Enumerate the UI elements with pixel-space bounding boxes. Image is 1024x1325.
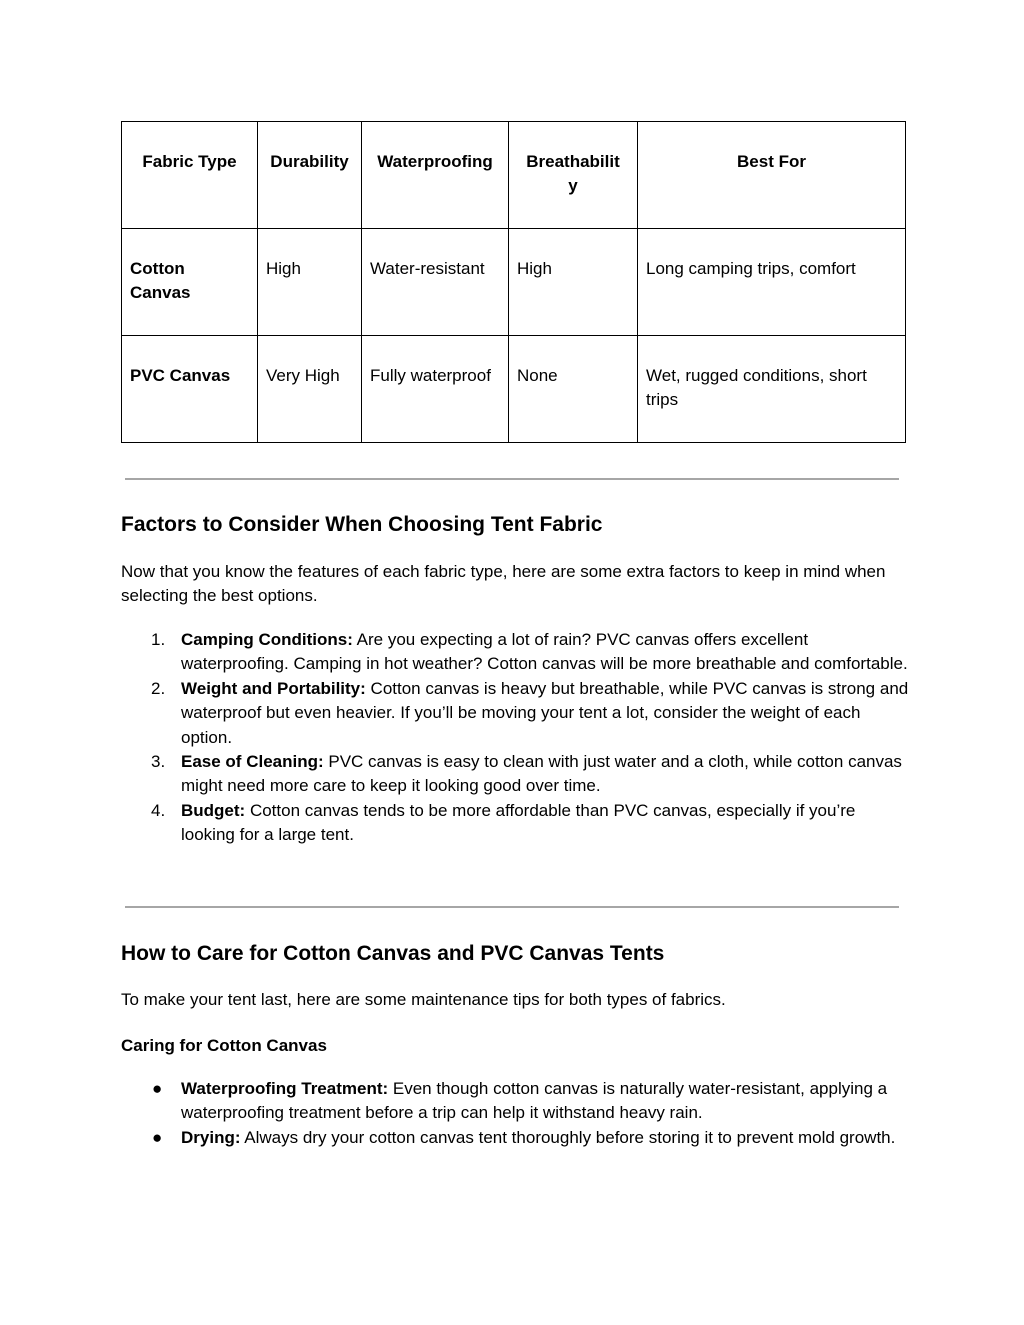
list-item bbox=[121, 1126, 911, 1150]
bullet-icon: ● bbox=[152, 1127, 163, 1147]
fabric-comparison-table bbox=[121, 121, 906, 443]
item-text: Cotton canvas is heavy but breathable, while PVC canvas is strong and waterproof but even heavier. If you’ll be moving your tent a lot, consider the weight of each option. bbox=[181, 678, 909, 747]
section-divider bbox=[125, 478, 899, 480]
cell-best-for: Wet, rugged conditions, short trips bbox=[638, 336, 906, 443]
cell-breathability: High bbox=[509, 229, 638, 336]
header-breathability: Breathabilit y bbox=[509, 122, 638, 229]
header-waterproofing: Waterproofing bbox=[362, 122, 509, 229]
cotton-care-list bbox=[121, 1077, 911, 1150]
item-text: Even though cotton canvas is naturally water-resistant, applying a waterproofing treatment before a trip can help it withstand heavy rain. bbox=[181, 1079, 888, 1123]
item-label: Ease of Cleaning: bbox=[181, 752, 324, 772]
list-item bbox=[121, 628, 911, 677]
factors-heading: Factors to Consider When Choosing Tent Fabric bbox=[121, 513, 603, 536]
table-row bbox=[122, 229, 906, 336]
item-text: PVC canvas is easy to clean with just water and a cloth, while cotton canvas might need more care to keep it looking good over time. bbox=[181, 752, 902, 796]
section-divider bbox=[125, 906, 899, 908]
list-item bbox=[121, 750, 911, 799]
header-best-for: Best For bbox=[638, 122, 906, 229]
list-item bbox=[121, 677, 911, 750]
item-label: Budget: bbox=[181, 800, 246, 820]
cell-fabric-type: Cotton Canvas bbox=[122, 229, 258, 336]
cell-waterproofing: Water-resistant bbox=[362, 229, 509, 336]
care-heading: How to Care for Cotton Canvas and PVC Canvas Tents bbox=[121, 942, 665, 965]
list-number: 1. bbox=[151, 630, 166, 649]
cell-durability: Very High bbox=[258, 336, 362, 443]
list-number: 3. bbox=[151, 752, 166, 772]
header-fabric-type: Fabric Type bbox=[122, 122, 258, 229]
item-text: Always dry your cotton canvas tent thoroughly before storing it to prevent mold growth. bbox=[240, 1127, 896, 1147]
cotton-care-subheading: Caring for Cotton Canvas bbox=[121, 1036, 327, 1055]
item-label: Weight and Portability: bbox=[181, 678, 366, 698]
item-label: Camping Conditions: bbox=[181, 630, 353, 649]
cell-durability: High bbox=[258, 229, 362, 336]
cell-breathability: None bbox=[509, 336, 638, 443]
list-item bbox=[121, 1077, 911, 1126]
list-item bbox=[121, 799, 911, 848]
care-intro: To make your tent last, here are some maintenance tips for both types of fabrics. bbox=[121, 990, 726, 1009]
item-text: Are you expecting a lot of rain? PVC canvas offers excellent waterproofing. Camping in hot weather? Cotton canvas will be more breathable and comfortable. bbox=[181, 630, 908, 674]
cell-waterproofing: Fully waterproof bbox=[362, 336, 509, 443]
header-durability: Durability bbox=[258, 122, 362, 229]
item-label: Waterproofing Treatment: bbox=[181, 1079, 389, 1098]
table-row bbox=[122, 336, 906, 443]
table-header-row bbox=[122, 122, 906, 229]
bullet-icon: ● bbox=[152, 1079, 163, 1098]
cell-best-for: Long camping trips, comfort bbox=[638, 229, 906, 336]
item-label: Drying: bbox=[181, 1127, 241, 1147]
factors-intro: Now that you know the features of each fabric type, here are some extra factors to keep in mind when selecting the best options. bbox=[121, 562, 886, 606]
list-number: 4. bbox=[151, 800, 166, 820]
factors-list bbox=[121, 628, 911, 848]
list-number: 2. bbox=[151, 678, 166, 698]
item-text: Cotton canvas tends to be more affordable than PVC canvas, especially if you’re looking for a large tent. bbox=[181, 800, 856, 845]
cell-fabric-type: PVC Canvas bbox=[122, 336, 258, 443]
